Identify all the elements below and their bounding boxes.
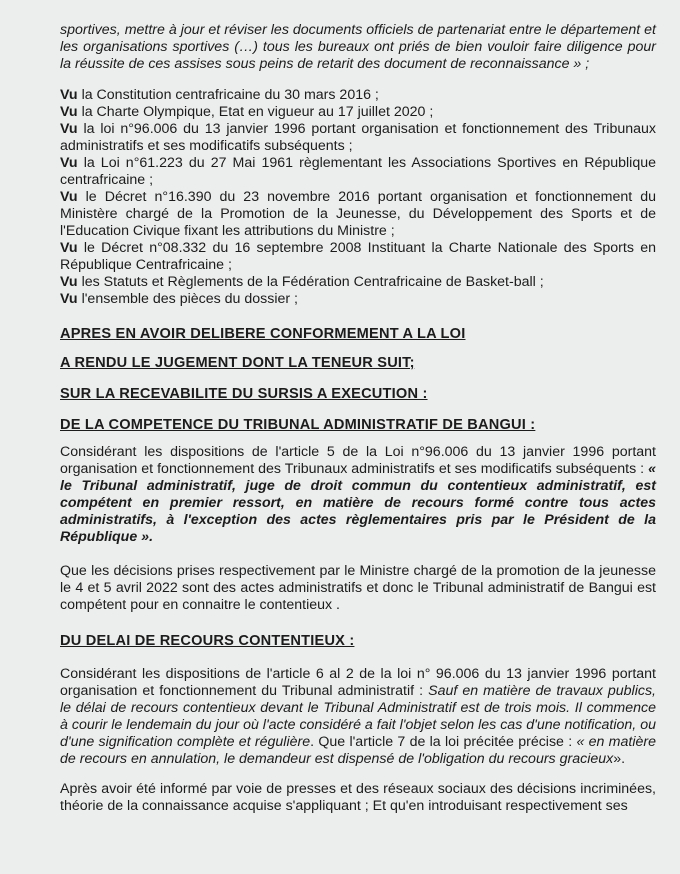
vu-text: le Décret n°16.390 du 23 novembre 2016 portant organisation et fonctionnement du Ministère chargé de la Promotion de la Jeunesse, du Développement des Sports et de l'Education Civique fixant les attributions du Ministre ; [60,189,656,239]
delai-quote-1: Sauf en matière de travaux publics, le délai de recours contentieux devant le Tribunal Administratif est de trois mois. Il commence à courir le lendemain du jour où l'acte considéré a fait l'objet selon les cas d'une notification, ou d'une signification complète et régulière [60,683,656,750]
vu-label: Vu [60,104,78,120]
vu-label: Vu [60,87,78,103]
delai-paragraph [60,666,656,768]
heading-jugement: A RENDU LE JUGEMENT DONT LA TENEUR SUIT; [60,355,415,371]
vu-label: Vu [60,274,78,290]
delai-middle: . Que l'article 7 de la loi précitée précise : [310,734,573,750]
heading-competence: DE LA COMPETENCE DU TRIBUNAL ADMINISTRATIF DE BANGUI : [60,417,536,433]
competence-lead: Considérant les dispositions de l'article 5 de la Loi n°96.006 du 13 janvier 1996 portant organisation et fonctionnement des Tribunaux administratifs et ses modificatifs subséquents : [60,444,656,477]
vu-label: Vu [60,155,78,171]
vu-text: la Charte Olympique, Etat en vigueur au 17 juillet 2020 ; [81,104,434,120]
vu-item [60,155,656,189]
delai-quote-2: « en matière de recours en annulation, le demandeur est dispensé de l'obligation du recours gracieux [60,734,656,767]
heading-delai: DU DELAI DE RECOURS CONTENTIEUX : [60,633,355,649]
vu-item [60,104,656,121]
vu-item [60,87,656,104]
vu-label: Vu [60,240,78,256]
vu-text: le Décret n°08.332 du 16 septembre 2008 Instituant la Charte Nationale des Sports en République Centrafricaine ; [60,240,656,273]
vu-item [60,121,656,155]
vu-list [60,87,656,308]
decisions-paragraph: Que les décisions prises respectivement par le Ministre chargé de la promotion de la jeunesse le 4 et 5 avril 2022 sont des actes administratifs et donc le Tribunal administratif de Bangui est compétent pour en connaitre le contentieux . [60,563,656,613]
vu-item [60,189,656,240]
vu-label: Vu [60,189,78,205]
last-paragraph: Après avoir été informé par voie de presses et des réseaux sociaux des décisions incriminées, théorie de la connaissance acquise s'appliquant ; Et qu'en introduisant respectivement ses [60,781,656,814]
vu-label: Vu [60,291,78,307]
vu-label: Vu [60,121,78,137]
heading-deliberation: APRES EN AVOIR DELIBERE CONFORMEMENT A LA LOI [60,326,466,342]
vu-item [60,274,656,291]
heading-recevabilite: SUR LA RECEVABILITE DU SURSIS A EXECUTION : [60,386,428,402]
vu-text: la Constitution centrafricaine du 30 mars 2016 ; [81,87,379,103]
vu-text: les Statuts et Règlements de la Fédération Centrafricaine de Basket-ball ; [81,274,544,290]
vu-item [60,291,656,308]
vu-item [60,240,656,274]
competence-quote: « le Tribunal administratif, juge de droit commun du contentieux administratif, est compétent en premier ressort, en matière de recours formé contre tous actes administratifs, à l'exception des actes règlementaires pris par le Président de la République ». [60,461,656,545]
intro-paragraph: sportives, mettre à jour et réviser les documents officiels de partenariat entre le département et les organisations sportives (…) tous les bureaux ont priés de bien vouloir faire diligence pour la réussite de ces assises sous peins de retarit des document de reconnaissance » ; [60,22,656,72]
document-body [60,22,656,815]
vu-text: la Loi n°61.223 du 27 Mai 1961 règlementant les Associations Sportives en République centrafricaine ; [60,155,656,188]
vu-text: l'ensemble des pièces du dossier ; [81,291,298,307]
delai-end: ». [613,751,626,767]
delai-lead: Considérant les dispositions de l'article 6 al 2 de la loi n° 96.006 du 13 janvier 1996 portant organisation et fonctionnement du Tribunal administratif : [60,666,656,699]
competence-paragraph [60,444,656,546]
vu-text: la loi n°96.006 du 13 janvier 1996 portant organisation et fonctionnement des Tribunaux administratifs et ses modificatifs subséquents ; [60,121,657,154]
